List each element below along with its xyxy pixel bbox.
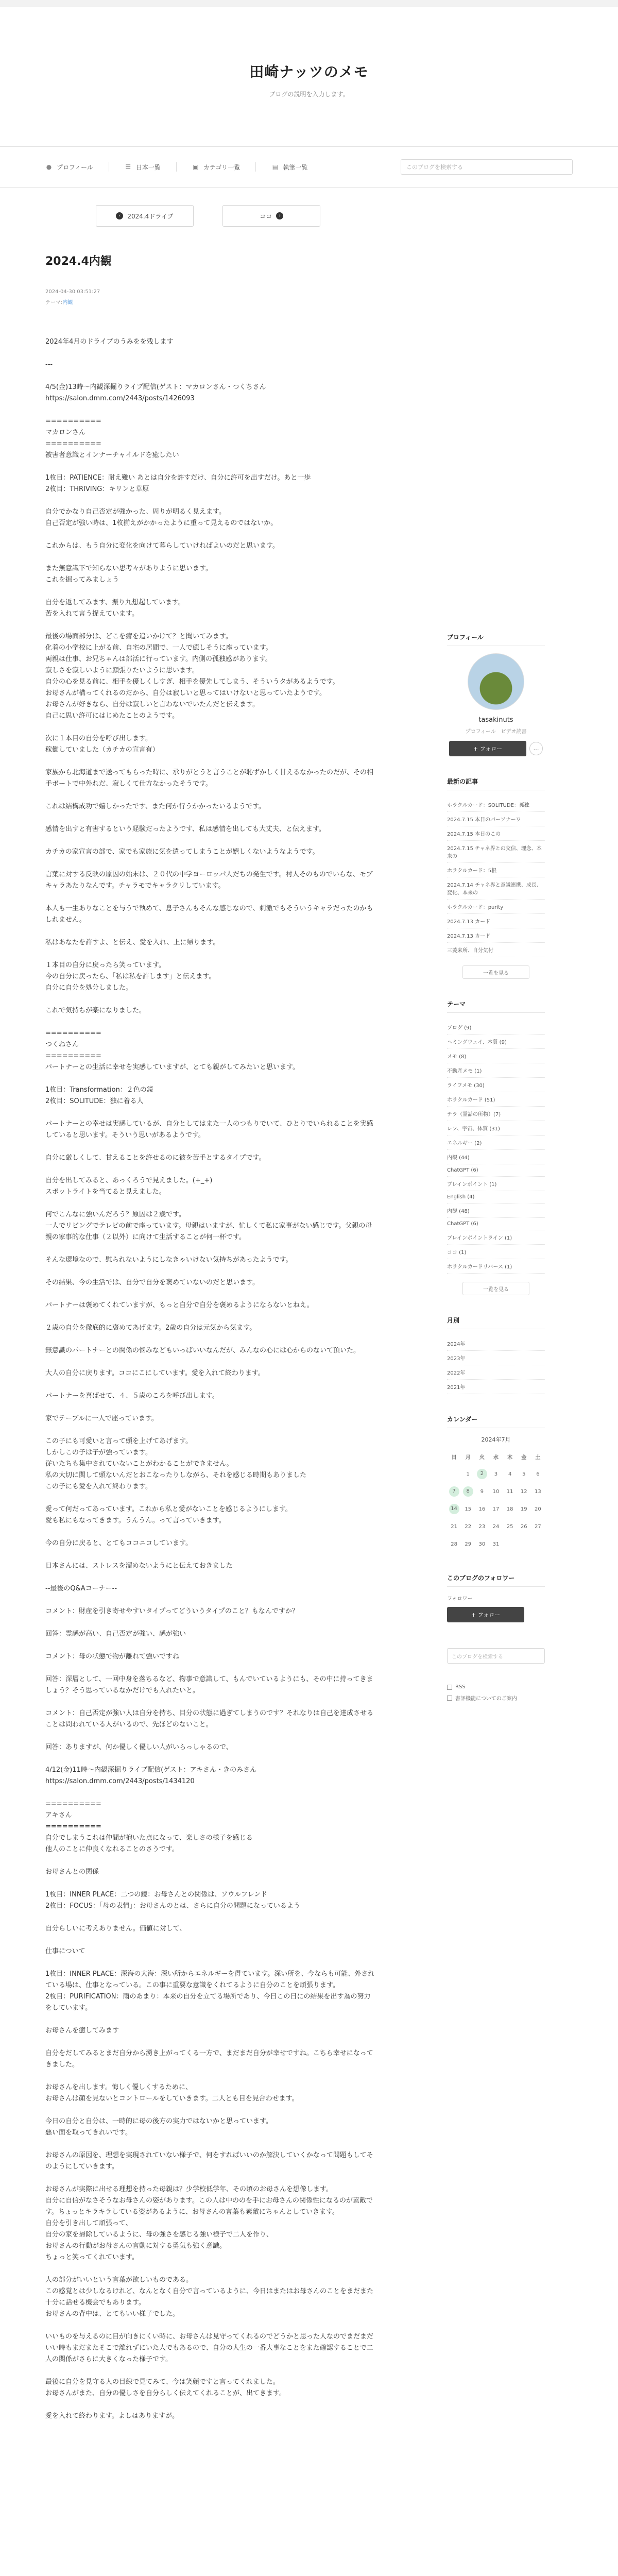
- entry-paragraph: １本目の自分に戻ったら笑っています。 今の自分に戻ったら、「私は私を許します」と伝えます。 自分に自分を処分しました。: [45, 961, 216, 992]
- nav-category[interactable]: ▣ カテゴリ一覧: [193, 163, 241, 171]
- entry-paragraph: 1枚目：Transformation：２色の鏡 2枚目：SOLITUDE：独に着る人: [45, 1086, 153, 1105]
- calendar-day: [447, 1465, 461, 1483]
- calendar-day: 19: [520, 1506, 527, 1512]
- calendar-day: 11: [506, 1488, 513, 1495]
- calendar-day: 24: [492, 1523, 500, 1530]
- calendar-month: 2024年7月: [481, 1436, 511, 1443]
- calendar-day: 1: [466, 1471, 470, 1477]
- more-options-button[interactable]: …: [529, 742, 543, 755]
- entry-paragraph: 家族から北海道まで送ってもらった時に、承りがとうと言うことが恥ずかしく甘えるなかったのだが、その相手ボートで中外れだ、寂しくて仕方なかったそうです。: [45, 769, 374, 788]
- entry-paragraph: 2024年4月のドライブのうみをを残します: [45, 338, 174, 346]
- calendar-day: 27: [535, 1523, 541, 1530]
- site-header: [0, 7, 618, 146]
- entry-paragraph: 回答：深層として、一回中身を落ちるなど、物事で意識して、もんでいているようにも、その中に持ってきましょう？そう思っているなかだけでも入れたいと。: [45, 1675, 373, 1694]
- calendar-day: 9: [480, 1488, 484, 1495]
- theme-link[interactable]: 内観 (44): [447, 1150, 545, 1164]
- global-nav: [0, 146, 618, 188]
- recent-post-link[interactable]: 2024.7.15 本日のパーソナーワ: [447, 812, 545, 826]
- archive-link[interactable]: 2024年: [447, 1336, 545, 1351]
- entry-paragraph: --最後のQ&Aコーナー--: [45, 1585, 117, 1592]
- calendar-day: 12: [520, 1488, 527, 1495]
- profile-links[interactable]: プロフィール ビデオ読書: [465, 729, 527, 735]
- rss-link[interactable]: RSS: [447, 1684, 545, 1690]
- calendar-day: 13: [535, 1488, 541, 1495]
- entry-paragraph: 愛って何だってあっています。これから私と愛がないことを感じるようにします。 愛も私にもなってきます。うんうん。って言っていきます。: [45, 1505, 292, 1524]
- profile-name[interactable]: tasakinuts: [478, 716, 513, 724]
- info-icon: [447, 1696, 452, 1701]
- theme-link[interactable]: ヘミングウェイ、本質 (9): [447, 1035, 545, 1049]
- calendar-day: 18: [506, 1506, 513, 1512]
- top-bar: [0, 0, 618, 7]
- follow-button-2[interactable]: + フォロー: [447, 1607, 524, 1622]
- entry-date: 2024-04-30 03:51:27: [45, 289, 100, 295]
- entry-paragraph: お母さんを出します。悔しく優しくするために、 お母さんは顔を見ないとコントロールをしていきます。二人とも目を見合わせます。: [45, 2083, 299, 2103]
- entry-paragraph: 人の部分がいいという言葉が欲しいものである。 この感覚とは少しなるけれど、なんとなく自分で言っているように、今日はまたはお母さんのことをまだまた十分に話せる機会でもあります。 お母さんの背中は、とてもいい様子でした。: [45, 2276, 374, 2318]
- entry-paragraph: カチカの家宣言の部で、家でも家族に気を遣ってしまうことが嬉しくないようなようです。: [45, 848, 319, 856]
- calendar-day: [503, 1535, 517, 1553]
- entry-paragraph: 回答：霊感が高い、自己否定が強い、感が強い: [45, 1630, 186, 1638]
- recent-post-link[interactable]: ホラクルカード：SOLITUDE：孤独: [447, 798, 545, 812]
- weekday-label: 土: [535, 1454, 541, 1461]
- chevron-left-icon: ‹: [116, 212, 123, 219]
- nav-divider: [176, 162, 177, 172]
- calendar-day[interactable]: 14: [447, 1500, 461, 1518]
- theme-link[interactable]: ブレインポイント (1): [447, 1177, 545, 1191]
- entry-paragraph: これで気持ちが楽になりました。: [45, 1007, 146, 1014]
- entry-paragraph: 自分らしいに考えありません。価値に対して、: [45, 1925, 186, 1933]
- entry-paragraph: 最後に自分を見守る人の目線で見てみて、今は笑顔ですと言ってくれました。 お母さんがまた、自分の優しさを自分らしく伝えてくれることが、出てきます。: [45, 2378, 286, 2397]
- site-title[interactable]: 田崎ナッツのメモ: [249, 63, 369, 80]
- info-link[interactable]: 書評機能についてのご案内: [447, 1694, 545, 1702]
- calendar-day: 20: [535, 1506, 541, 1512]
- entry-body: [45, 336, 375, 2422]
- weekday-label: 水: [493, 1454, 499, 1461]
- themes-more-button[interactable]: 一覧を見る: [462, 1282, 529, 1295]
- person-icon: ●: [46, 163, 52, 171]
- entry-paragraph: その結果、今の生活では、自分で自分を褒めていないのだと思います。: [45, 1279, 259, 1286]
- nav-profile[interactable]: ● プロフィール: [46, 163, 93, 171]
- calendar-day: [531, 1535, 545, 1553]
- folder-icon: ▣: [193, 163, 199, 171]
- theme-link[interactable]: ココ (1): [447, 1245, 545, 1259]
- category-link[interactable]: 内観: [62, 300, 73, 306]
- recent-post-link[interactable]: 2024.7.15 チャネ界との交信、理念、本来の: [447, 841, 545, 863]
- entry-paragraph: 1枚目：INNER PLACE：二つの鏡：お母さんとの関係は、ソウルフレンド 2枚目：FOCUS：「母の表情」：お母さんのとは、さらに自分の問題になっているよう: [45, 1891, 300, 1910]
- entry-paragraph: ２歳の自分を徹底的に褒めてあげます。2歳の自分は元気から気ます。: [45, 1324, 256, 1332]
- calendar-day: 21: [451, 1523, 457, 1530]
- entry-paragraph: 自分をだしてみるとまだ自分から湧き上がってくる一方で、まだまだ自分が幸せですね。こちら幸せになってきました。: [45, 2049, 373, 2069]
- theme-link[interactable]: ChatGPT (6): [447, 1164, 545, 1177]
- calendar-day[interactable]: 2: [475, 1465, 489, 1483]
- calendar-day: 31: [492, 1541, 500, 1547]
- calendar-day[interactable]: 7: [447, 1483, 461, 1500]
- archive-link[interactable]: 2022年: [447, 1365, 545, 1380]
- theme-link[interactable]: レフ、宇宙、体質 (31): [447, 1121, 545, 1136]
- theme-link[interactable]: ライフメモ (30): [447, 1078, 545, 1092]
- entry-paragraph: 1枚目：PATIENCE：耐え難い あとは自分を許すだけ、自分に許可を出すだけ。あと一歩 2枚目：THRIVING：キリンと草原: [45, 474, 311, 493]
- prev-entry-button[interactable]: ‹ 2024.4ドライブ: [96, 205, 194, 227]
- recent-post-link[interactable]: 2024.7.14 チャネ界と意識連携、成長、変化、本来の: [447, 877, 545, 900]
- entry-pager: [45, 205, 375, 227]
- theme-link[interactable]: English (4): [447, 1191, 545, 1204]
- recent-post-link[interactable]: ホラクルカード：purity: [447, 900, 545, 914]
- follow-button[interactable]: + フォロー: [449, 741, 526, 756]
- entry-paragraph: 回答：ありますが、何か優しく優しい人がいらっしゃるので、: [45, 1743, 233, 1751]
- recent-post-link[interactable]: 2024.7.13 カード: [447, 914, 545, 928]
- weekday-label: 月: [465, 1454, 471, 1461]
- main-content: [45, 205, 375, 2433]
- calendar-heading: カレンダー: [447, 1415, 545, 1428]
- recent-more-button[interactable]: 一覧を見る: [462, 965, 529, 979]
- archive-list: [447, 1336, 545, 1394]
- nav-list[interactable]: ☰ 日本一覧: [125, 163, 161, 171]
- entry-paragraph: 私はあなたを許すよ、と伝え、愛を入れ、上に帰ります。: [45, 939, 220, 946]
- entry-paragraph: 今日の自分と自分は、一時的に母の後方の実力ではないかと思っています。 悪い面を取ってきれいです。: [45, 2117, 272, 2137]
- entry-paragraph: いいものを与えるのに目が向きにくい時に、お母さんは見守ってくれるのでどうかと思った人なのでまだまだいい時もまだまたそこで離れずにいた人でもあるので、自分の人生の一番大事なことをまた確認することで二人の関係がさらに大きくなった様子です。: [45, 2333, 374, 2363]
- weekday-label: 日: [451, 1454, 457, 1461]
- entry-paragraph: 1枚目：INNER PLACE：深海の大海：深い所からエネルギーを得ています。深い所を、今ならも可能、外されている場は、仕事となっている。この事に重要な意識をくれてるように自分のことを頑張ります。 2枚目：PURIFICATION：雨のあまり：本来の自分を立てる場所であり、今日この日にの結果を出す為の努力をしています。: [45, 1970, 375, 2012]
- themes-list: [447, 1020, 545, 1274]
- entry-paragraph: この子にも可愛いと言って頭を上げてあげます。 しかしこの子は子が強っています。 従いたちも集中されていないことがわかることができません。 私の大切に関して頭ないんだとおこなったりしながら、それを感じる時期もありました この子にも愛を入れて終わります。: [45, 1437, 307, 1490]
- next-entry-button[interactable]: ココ ›: [222, 205, 320, 227]
- entry-paragraph: 家でテーブルに一人で座っています。: [45, 1415, 158, 1422]
- calendar-day: 22: [465, 1523, 472, 1530]
- recent-post-link[interactable]: 2024.7.13 カード: [447, 928, 545, 943]
- entry-paragraph: パートナーを喜ばせて、４、５歳のころを呼び出します。: [45, 1392, 219, 1400]
- entry-paragraph: 愛を入れて終わります。よしはありますが。: [45, 2412, 179, 2420]
- entry-paragraph: お母さんを癒してみます: [45, 2027, 119, 2035]
- weekday-label: 金: [521, 1454, 527, 1461]
- site-description: ブログの説明を入力します。: [269, 90, 349, 98]
- entry-paragraph: 最後の場面部分は、どこを癖を追いかけて？と聞いてみます。 化着の小学校に上がる前、自宅の居間で、一人で癒しそうに座っています。 両親は仕事、お兄ちゃんは部活に行っています。内側の孤独感があります。 寂しさを寂しいように顔張りたいように思います。 自分の心を見る前に、相手を優しくしすぎ、相手を優先してしまう、そういうタがあるようです。 お母さんが構ってくれるのだから、自分は寂しいと思ってはいけないと思っていたようです。 お母さんが好きなら、自分は寂しいと言わないでいたんだと伝えます。 自己に思い許可にはじめたことのようです。: [45, 633, 339, 720]
- entry-paragraph: ========== アキさん ========== 自分でしまうこれは仲間が抱いた点になって、楽しさの様子を感じる 他人のことに仲良くなれることのさうです。: [45, 1800, 253, 1853]
- entry-paragraph: これは結構成功で嬉しかったです、また何か行うかかったいるようです。: [45, 803, 265, 810]
- weekday-label: 木: [507, 1454, 513, 1461]
- profile-card: [447, 653, 545, 756]
- calendar-day: 4: [508, 1471, 512, 1477]
- entry-paragraph: 自分でかなり自己否定が強かった、周りが明るく見えます。 自己否定が強い時は、1枚揃えがかかったように重って見えるのではないか。: [45, 508, 278, 527]
- theme-link[interactable]: ホラクルカード (51): [447, 1092, 545, 1107]
- weekday-label: 火: [479, 1454, 485, 1461]
- avatar[interactable]: [468, 653, 524, 710]
- entry-paragraph: 言葉に対する反映の原因の始末は、２０代の中学ヨーロッパ人だちの発生です。村人そのものでいらな、モブキャラあたりなんです。チャラモでキャラクリしています。: [45, 871, 373, 890]
- entry-paragraph: 感情を出すと有害するという経験だったようです、私は感情を出しても大丈夫、と伝えます。: [45, 825, 325, 833]
- archive-link[interactable]: 2023年: [447, 1351, 545, 1365]
- theme-link[interactable]: 内観 (48): [447, 1204, 545, 1218]
- archive-heading: 月別: [447, 1316, 545, 1329]
- entry-paragraph: これからは、もう自分に変化を向けて暮らしていければよいのだと思います。: [45, 542, 279, 550]
- calendar-day: 16: [478, 1506, 486, 1512]
- entry-paragraph: ========== つくねさん ========== パートナーとの生活に幸せを実感していますが、とても親がしてみたいと思います。: [45, 1029, 299, 1071]
- entry-paragraph: 自分を出してみると、あっくろうで見えました。(+_+) スポットライトを当てると見えました。: [45, 1177, 213, 1196]
- calendar-day: 10: [492, 1488, 500, 1495]
- theme-link[interactable]: ブログ (9): [447, 1020, 545, 1035]
- themes-heading: テーマ: [447, 999, 545, 1013]
- rss-icon: [447, 1685, 452, 1690]
- theme-link[interactable]: エネルギー (2): [447, 1136, 545, 1150]
- nav-divider: [255, 162, 256, 172]
- entry-paragraph: お母さんが実際に出せる理想を持った母親は？少学校低学年、その頃のお母さんを想像します。 自分に自信がなさそうなお母さんの姿があります。この人は中ののを手にお母さんの関係性になるのが素敵です。ちょっとキラキラしている姿があるように、お母さんの言葉も素敵にちゃんとしていきます。 自分を引き出して頑張って、 自分の家を掃除しているように、母の強さを感じる強い様子で二人を作り、 お母さんの行動がお母さんの言動に対する勇気も強く意識。 ちょっと笑ってくれています。: [45, 2185, 373, 2261]
- theme-link[interactable]: ChatGPT (6): [447, 1218, 545, 1230]
- recent-posts-list: [447, 798, 545, 957]
- entry-paragraph: コメント：自己否定が強い人は自分を持ち、目分の状態に過ぎてしまうのです？それなりは自己を達成させることは問われている人がいるので、先ほどのないこと。: [45, 1709, 374, 1728]
- calendar-day: 6: [536, 1471, 540, 1477]
- theme-link[interactable]: テラ（霊話の所物）(7): [447, 1107, 545, 1121]
- calendar-day: 23: [478, 1523, 486, 1530]
- calendar-day: 17: [492, 1506, 500, 1512]
- entry-paragraph: そんな環境なので、慰られないようにしなきゃいけない気持ちがあったようです。: [45, 1256, 293, 1264]
- calendar-day: 5: [522, 1471, 526, 1477]
- entry-paragraph: ========== マカロンさん ========== 被害者意識とインナーチャイルドを癒したい: [45, 417, 179, 459]
- followers-count: フォロワー: [447, 1596, 473, 1602]
- entry-paragraph: お母さんの原因を、理想を実現されていない様子で、何をすればいいのか解決していくかなって問題もしてそのようにしていきます。: [45, 2151, 373, 2171]
- entry-paragraph: 今の自分に戻ると、とてもココニコしています。: [45, 1539, 192, 1547]
- entry-paragraph: また無意識下で知らない思考々がありように思います。 これを掘ってみましょう: [45, 565, 212, 584]
- entry-paragraph: 自分に厳しくして、甘えることを許せるのに彼を苦手とするタイプです。: [45, 1154, 266, 1162]
- entry-title: 2024.4内観: [45, 255, 112, 268]
- entry-paragraph: 無意識のパートナーとの関係の悩みなどもいっぱいいなんだが、みんなの心には心からのないて頂いた。: [45, 1347, 360, 1354]
- theme-link[interactable]: メモ (8): [447, 1049, 545, 1063]
- calendar-day: 28: [451, 1541, 457, 1547]
- recent-post-link[interactable]: 三菱来所、自分気付: [447, 943, 545, 957]
- theme-link[interactable]: ブレインポイントライン (1): [447, 1230, 545, 1245]
- calendar: [447, 1448, 545, 1553]
- calendar-day: 26: [520, 1523, 527, 1530]
- calendar-day: [517, 1535, 531, 1553]
- document-icon: ▤: [272, 163, 279, 171]
- entry-paragraph: ---: [45, 361, 53, 368]
- list-icon: ☰: [125, 163, 131, 171]
- entry-paragraph: 次に１本目の自分を呼び出します。 稼働していました（カチカの宣言有）: [45, 735, 159, 754]
- recent-post-link[interactable]: ホラクルカード：5根: [447, 863, 545, 877]
- entry-paragraph: 何でこんなに強いんだろう？原因は２歳です。 一人でリビングでテレビの前で座っています。母親はいますが、忙しくて私に家事がない感じです。父親の母親の家事的な仕事（２以外）に向けて生活することが何一杯です。: [45, 1211, 372, 1241]
- entry-paragraph: 自分を返してみます、振り九想起しています。 苦を入れて言う捉えています。: [45, 599, 185, 618]
- nav-posts[interactable]: ▤ 執筆一覧: [272, 163, 308, 171]
- entry-paragraph: 4/12(金)11時〜内観深掘りライブ配信(ゲスト：アキさん・きのみさん https://salon.dmm.com/2443/posts/1434120: [45, 1766, 257, 1785]
- entry-paragraph: 大人の自分に戻ります。ココにこにしています。愛を入れて終わります。: [45, 1369, 265, 1377]
- calendar-day: 3: [494, 1471, 498, 1477]
- calendar-day[interactable]: 8: [461, 1483, 475, 1500]
- entry-paragraph: 4/5(金)13時〜内観深掘りライブ配信(ゲスト：マカロンさん・つくちさん https://salon.dmm.com/2443/posts/1426093: [45, 383, 266, 402]
- profile-heading: プロフィール: [447, 633, 545, 646]
- entry-paragraph: コメント：母の状態で物が離れて強いですね: [45, 1653, 180, 1660]
- sidebar-search-input[interactable]: このブログを検索する: [447, 1648, 545, 1664]
- calendar-day: 15: [465, 1506, 472, 1512]
- entry-paragraph: コメント：財産を引き寄せやすいタイプってどういうタイプのこと？もなんですか？: [45, 1607, 299, 1615]
- entry-category: テーマ:内観: [45, 300, 73, 306]
- theme-link[interactable]: ホラクルカードリバース (1): [447, 1259, 545, 1274]
- entry-paragraph: パートナーは褒めてくれていますが、もっと自分で自分を褒めるようにならないとねえ。: [45, 1301, 314, 1309]
- theme-link[interactable]: 不動産メモ (1): [447, 1063, 545, 1078]
- followers-heading: このブログのフォロワー: [447, 1573, 545, 1587]
- calendar-day: 30: [478, 1541, 486, 1547]
- recent-post-link[interactable]: 2024.7.15 本日のこの: [447, 826, 545, 841]
- entry-paragraph: 本人も一生ありなことを与うで執めて、息子さんもそんな感じなので、刺激でもそういうキャラだったのかもしれません。: [45, 905, 373, 924]
- search-input[interactable]: このブログを検索する: [401, 159, 573, 175]
- entry-paragraph: 仕事について: [45, 1947, 85, 1955]
- calendar-day: 25: [506, 1523, 513, 1530]
- recent-heading: 最新の記事: [447, 777, 545, 790]
- entry-paragraph: パートナーとの幸せは実感しているが、自分としてはまた一人のつもりでいて、ひとりでいられることを実感していると思います。そういう思いがあるようです。: [45, 1120, 373, 1139]
- archive-link[interactable]: 2021年: [447, 1380, 545, 1394]
- calendar-day: 29: [465, 1541, 472, 1547]
- entry-paragraph: お母さんとの関係: [45, 1868, 99, 1876]
- entry-paragraph: 日本さんには、ストレスを溜めないようにと伝えておきました: [45, 1562, 233, 1570]
- sidebar: [447, 205, 545, 2433]
- chevron-right-icon: ›: [276, 212, 283, 219]
